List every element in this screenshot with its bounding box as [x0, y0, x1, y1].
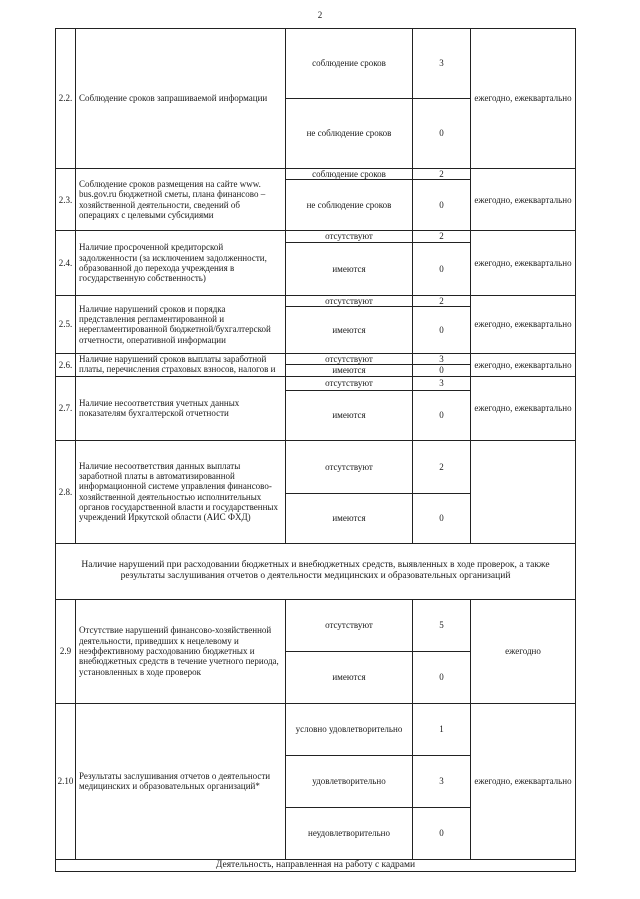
table-row — [56, 295, 576, 306]
score-value: 2 — [413, 231, 471, 242]
condition-label: имеются — [286, 390, 413, 440]
condition-label: не соблюдение сроков — [286, 180, 413, 231]
period-text: ежегодно, ежеквартально — [471, 29, 576, 169]
table-row — [56, 703, 576, 755]
indicator-text: Результаты заслушивания отчетов о деятельности медицинских и образовательных организаций* — [76, 703, 286, 859]
row-number: 2.4. — [56, 231, 76, 295]
condition-label: соблюдение сроков — [286, 169, 413, 180]
footer-section-header: Деятельность, направленная на работу с кадрами — [56, 859, 576, 871]
section-header-row — [56, 859, 576, 871]
row-number: 2.2. — [56, 29, 76, 169]
condition-label: не соблюдение сроков — [286, 99, 413, 169]
page-number: 2 — [317, 10, 323, 20]
period-text: ежегодно, ежеквартально — [471, 376, 576, 440]
table-row — [56, 354, 576, 365]
indicator-text: Соблюдение сроков размещения на сайте www. bus.gov.ru бюджетной сметы, плана финансово – хозяйственной деятельности, сведений об операциях с целевыми субсидиями — [76, 169, 286, 231]
row-number: 2.5. — [56, 295, 76, 353]
condition-label: условно удовлетворительно — [286, 703, 413, 755]
row-number: 2.6. — [56, 354, 76, 377]
condition-label: соблюдение сроков — [286, 29, 413, 99]
condition-label: имеются — [286, 651, 413, 703]
period-text: ежегодно, ежеквартально — [471, 231, 576, 295]
condition-label: отсутствуют — [286, 231, 413, 242]
indicator-text: Наличие просроченной кредиторской задолженности (за исключением задолженности, образованной до перехода учреждения в государственную собственность) — [76, 231, 286, 295]
row-number: 2.10 — [56, 703, 76, 859]
score-value: 2 — [413, 440, 471, 493]
period-text — [471, 440, 576, 543]
section-header-row — [56, 543, 576, 599]
indicator-text: Наличие нарушений сроков и порядка представления регламентированной и нерегламентированной бюджетной/бухгалтерской отчетности, оперативной информации — [76, 295, 286, 353]
indicator-text: Отсутствие нарушений финансово-хозяйственной деятельности, приведших к нецелевому и неэффективному расходованию бюджетных и внебюджетных средств в течение учетного периода, установленных в ходе проверок — [76, 599, 286, 703]
score-value: 3 — [413, 755, 471, 807]
score-value: 0 — [413, 493, 471, 543]
row-number: 2.3. — [56, 169, 76, 231]
score-value: 3 — [413, 376, 471, 390]
condition-label: имеются — [286, 242, 413, 295]
score-value: 0 — [413, 307, 471, 354]
table-row — [56, 231, 576, 242]
period-text: ежегодно, ежеквартально — [471, 354, 576, 377]
criteria-table — [55, 28, 576, 872]
score-value: 2 — [413, 169, 471, 180]
table-row — [56, 599, 576, 651]
score-value: 0 — [413, 365, 471, 376]
condition-label: отсутствуют — [286, 440, 413, 493]
score-value: 0 — [413, 807, 471, 859]
row-number: 2.8. — [56, 440, 76, 543]
table-row — [56, 440, 576, 493]
period-text: ежегодно, ежеквартально — [471, 703, 576, 859]
score-value: 5 — [413, 599, 471, 651]
condition-label: отсутствуют — [286, 376, 413, 390]
row-number: 2.7. — [56, 376, 76, 440]
table-row — [56, 29, 576, 99]
score-value: 1 — [413, 703, 471, 755]
score-value: 0 — [413, 242, 471, 295]
indicator-text: Соблюдение сроков запрашиваемой информации — [76, 29, 286, 169]
condition-label: отсутствуют — [286, 295, 413, 306]
condition-label: имеются — [286, 493, 413, 543]
score-value: 0 — [413, 390, 471, 440]
score-value: 2 — [413, 295, 471, 306]
section-header: Наличие нарушений при расходовании бюджетных и внебюджетных средств, выявленных в ходе проверок, а также результаты заслушивания отчетов о деятельности медицинских и образовательных организаций — [56, 543, 576, 599]
score-value: 3 — [413, 29, 471, 99]
table-row — [56, 376, 576, 390]
condition-label: имеются — [286, 307, 413, 354]
score-value: 0 — [413, 180, 471, 231]
table-row — [56, 169, 576, 180]
condition-label: отсутствуют — [286, 354, 413, 365]
indicator-text: Наличие несоответствия учетных данных показателям бухгалтерской отчетности — [76, 376, 286, 440]
condition-label: имеются — [286, 365, 413, 376]
condition-label: удовлетворительно — [286, 755, 413, 807]
period-text: ежегодно — [471, 599, 576, 703]
indicator-text: Наличие несоответствия данных выплаты заработной платы в автоматизированной информационной системе управления финансово-хозяйственной деятельностью исполнительных органов государственной власти и государственных учреждений Иркутской области (АИС ФХД) — [76, 440, 286, 543]
period-text: ежегодно, ежеквартально — [471, 295, 576, 353]
period-text: ежегодно, ежеквартально — [471, 169, 576, 231]
row-number: 2.9 — [56, 599, 76, 703]
indicator-text: Наличие нарушений сроков выплаты заработной платы, перечисления страховых взносов, налогов и — [76, 354, 286, 377]
condition-label: неудовлетворительно — [286, 807, 413, 859]
score-value: 3 — [413, 354, 471, 365]
score-value: 0 — [413, 651, 471, 703]
score-value: 0 — [413, 99, 471, 169]
condition-label: отсутствуют — [286, 599, 413, 651]
